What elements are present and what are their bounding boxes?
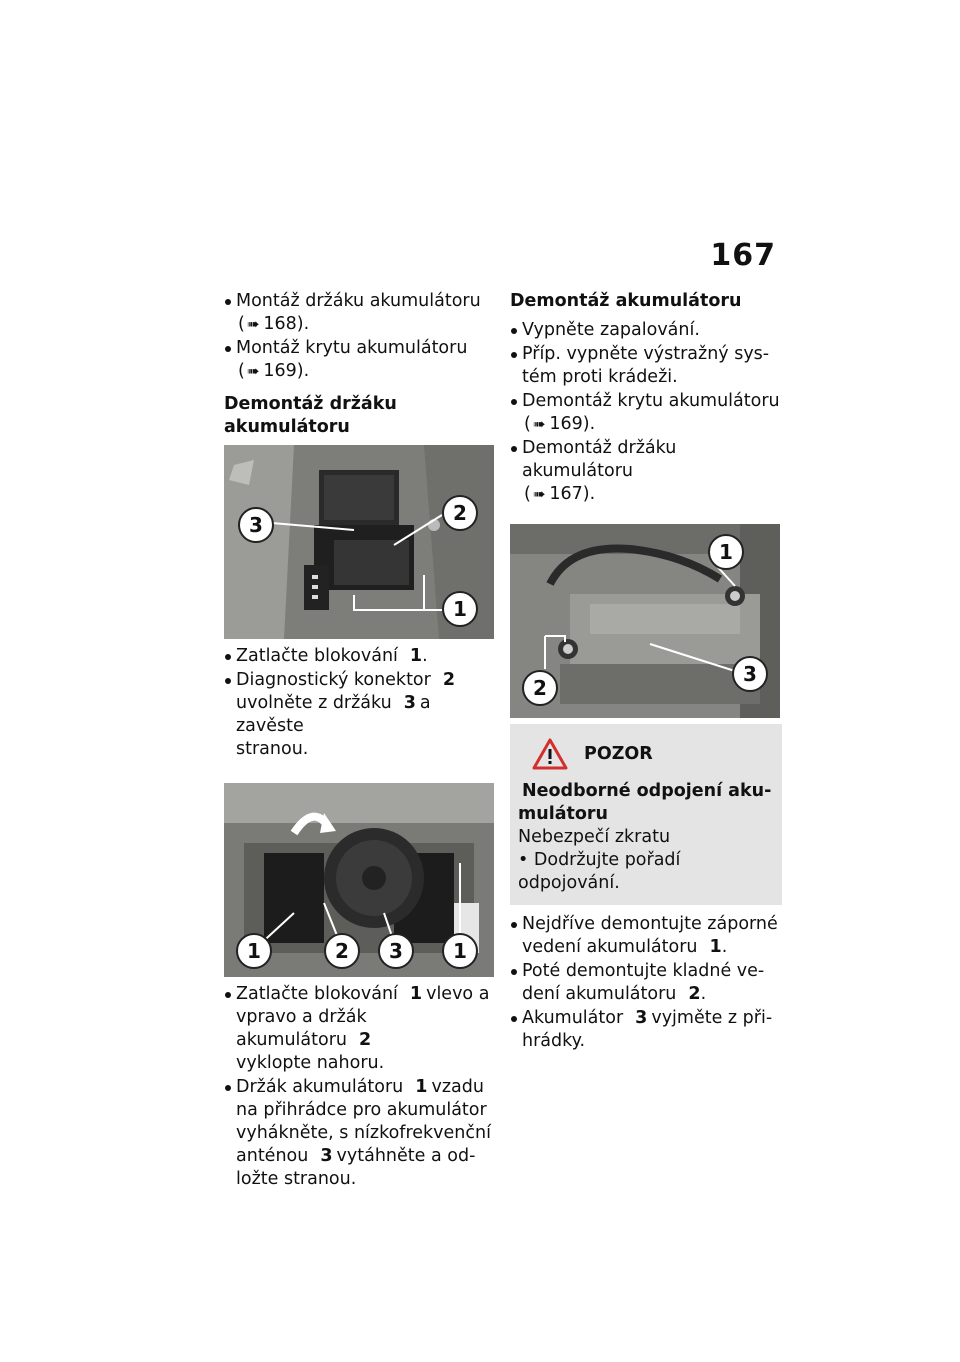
bullet-text: Zatlačte blokování (236, 646, 398, 666)
list-item: Nejdříve demontujte záporné vedení akumulátoru 1. (510, 913, 782, 959)
bullet-text: vyjměte z při- (651, 1008, 773, 1028)
figure-battery (510, 524, 780, 718)
bullet-text: vzadu (431, 1077, 484, 1097)
ref-number: 2 (442, 670, 456, 690)
list-item (224, 669, 494, 761)
page-number: 167 (710, 238, 776, 273)
bullet-text: Zatlačte blokování (236, 984, 398, 1004)
bullet-text: Vypněte zapalování. (522, 320, 700, 340)
callout-1: 1 (442, 933, 478, 969)
ref-number: 2 (359, 1030, 372, 1050)
left-column (224, 290, 494, 1192)
bullet-text: Montáž krytu akumulátoru (236, 338, 468, 358)
list-item (510, 1007, 782, 1053)
bullet-text: Demontáž držáku akumulátoru (522, 438, 677, 481)
ref-number: 1 (415, 1077, 428, 1097)
ref-number: 3 (320, 1146, 333, 1166)
bullet-text: tém proti krádeži. (522, 367, 678, 387)
arrow-right-icon: ➠ (246, 315, 260, 333)
bullet-text: Poté demontujte kladné ve- (522, 961, 765, 981)
list-item (224, 337, 494, 383)
bullet-text: a zavěste (236, 693, 431, 736)
bullet-text: vlevo a (426, 984, 490, 1004)
ref-number: 1 (409, 984, 423, 1004)
arrow-right-icon: ➠ (532, 485, 546, 503)
figure-battery-holder (224, 445, 494, 639)
list-item (224, 290, 494, 336)
list-item (224, 983, 494, 1075)
list-item (510, 319, 782, 342)
right-column (510, 290, 782, 1054)
list-item (510, 390, 782, 436)
bullet-text: hrádky. (522, 1031, 586, 1051)
punctuation: . (422, 646, 428, 666)
ref-number: 1 (409, 646, 423, 666)
warning-text: Nebezpečí zkratu (518, 827, 671, 847)
list-item (224, 645, 494, 668)
list-item (510, 437, 782, 506)
callout-3: 3 (378, 933, 414, 969)
list-item: Poté demontujte kladné ve- dení akumulátoru 2. (510, 960, 782, 1006)
heading-line: akumulátoru (224, 417, 350, 437)
xref-page: 167). (549, 484, 596, 504)
warning-subtitle (518, 780, 772, 826)
callout-3: 3 (732, 656, 768, 692)
list-item (510, 343, 782, 389)
warning-bullet: • Dodržujte pořadí odpojování. (518, 850, 681, 893)
warning-triangle-icon (532, 738, 568, 770)
cross-reference[interactable]: ( ➠ 168). (238, 314, 310, 334)
warning-box (510, 724, 782, 905)
bullet-text: Demontáž krytu akumulátoru (522, 391, 780, 411)
callout-1: 1 (236, 933, 272, 969)
bullet-text: vyklopte nahoru. (236, 1053, 385, 1073)
heading-line: Demontáž držáku (224, 394, 397, 414)
bullet-text: Diagnostický konektor (236, 670, 431, 690)
bullet-text: ložte stranou. (236, 1169, 357, 1189)
warning-subtitle-line: mulátoru (518, 804, 608, 824)
warning-title: POZOR (584, 744, 653, 764)
bullet-text: uvolněte z držáku (236, 693, 392, 713)
section-heading: Demontáž akumulátoru (510, 291, 742, 311)
ref-number: 3 (635, 1008, 648, 1028)
arrow-right-icon: ➠ (246, 362, 260, 380)
bullet-text: stranou. (236, 739, 309, 759)
list-item (224, 1076, 494, 1191)
callout-2: 2 (442, 495, 478, 531)
xref-page: 168). (263, 314, 310, 334)
warning-subtitle-line: Neodborné odpojení aku- (522, 781, 772, 801)
arrow-right-icon: ➠ (532, 415, 546, 433)
cross-reference[interactable]: ( ➠ 167). (524, 484, 596, 504)
bullet-text: vpravo a držák akumulátoru (236, 1007, 367, 1050)
bullet-text: Akumulátor (522, 1008, 624, 1028)
bullet-text: Montáž držáku akumulátoru (236, 291, 481, 311)
bullet-text: Nejdříve demontujte záporné (522, 914, 778, 934)
bullet-text: vyhákněte, s nízkofrekvenční (236, 1123, 491, 1143)
warning-header (532, 738, 772, 770)
figure-holder-tilt (224, 783, 494, 977)
callout-1: 1 (708, 534, 744, 570)
section-heading (224, 393, 494, 439)
ref-number: 1 (709, 937, 722, 957)
ref-number: 3 (403, 693, 416, 713)
bullet-text: vedení akumulátoru (522, 937, 698, 957)
bullet-text: Příp. vypněte výstražný sys- (522, 344, 770, 364)
bullet-text: Držák akumulátoru (236, 1077, 404, 1097)
callout-2: 2 (522, 670, 558, 706)
xref-page: 169). (549, 414, 596, 434)
cross-reference[interactable]: ( ➠ 169). (524, 414, 596, 434)
callout-1: 1 (442, 591, 478, 627)
callout-3: 3 (238, 507, 274, 543)
bullet-text: dení akumulátoru (522, 984, 677, 1004)
callout-2: 2 (324, 933, 360, 969)
bullet-text: anténou (236, 1146, 309, 1166)
bullet-text: na přihrádce pro akumulátor (236, 1100, 487, 1120)
bullet-text: vytáhněte a od- (336, 1146, 476, 1166)
cross-reference[interactable]: ( ➠ 169). (238, 361, 310, 381)
xref-page: 169). (263, 361, 310, 381)
ref-number: 2 (688, 984, 701, 1004)
